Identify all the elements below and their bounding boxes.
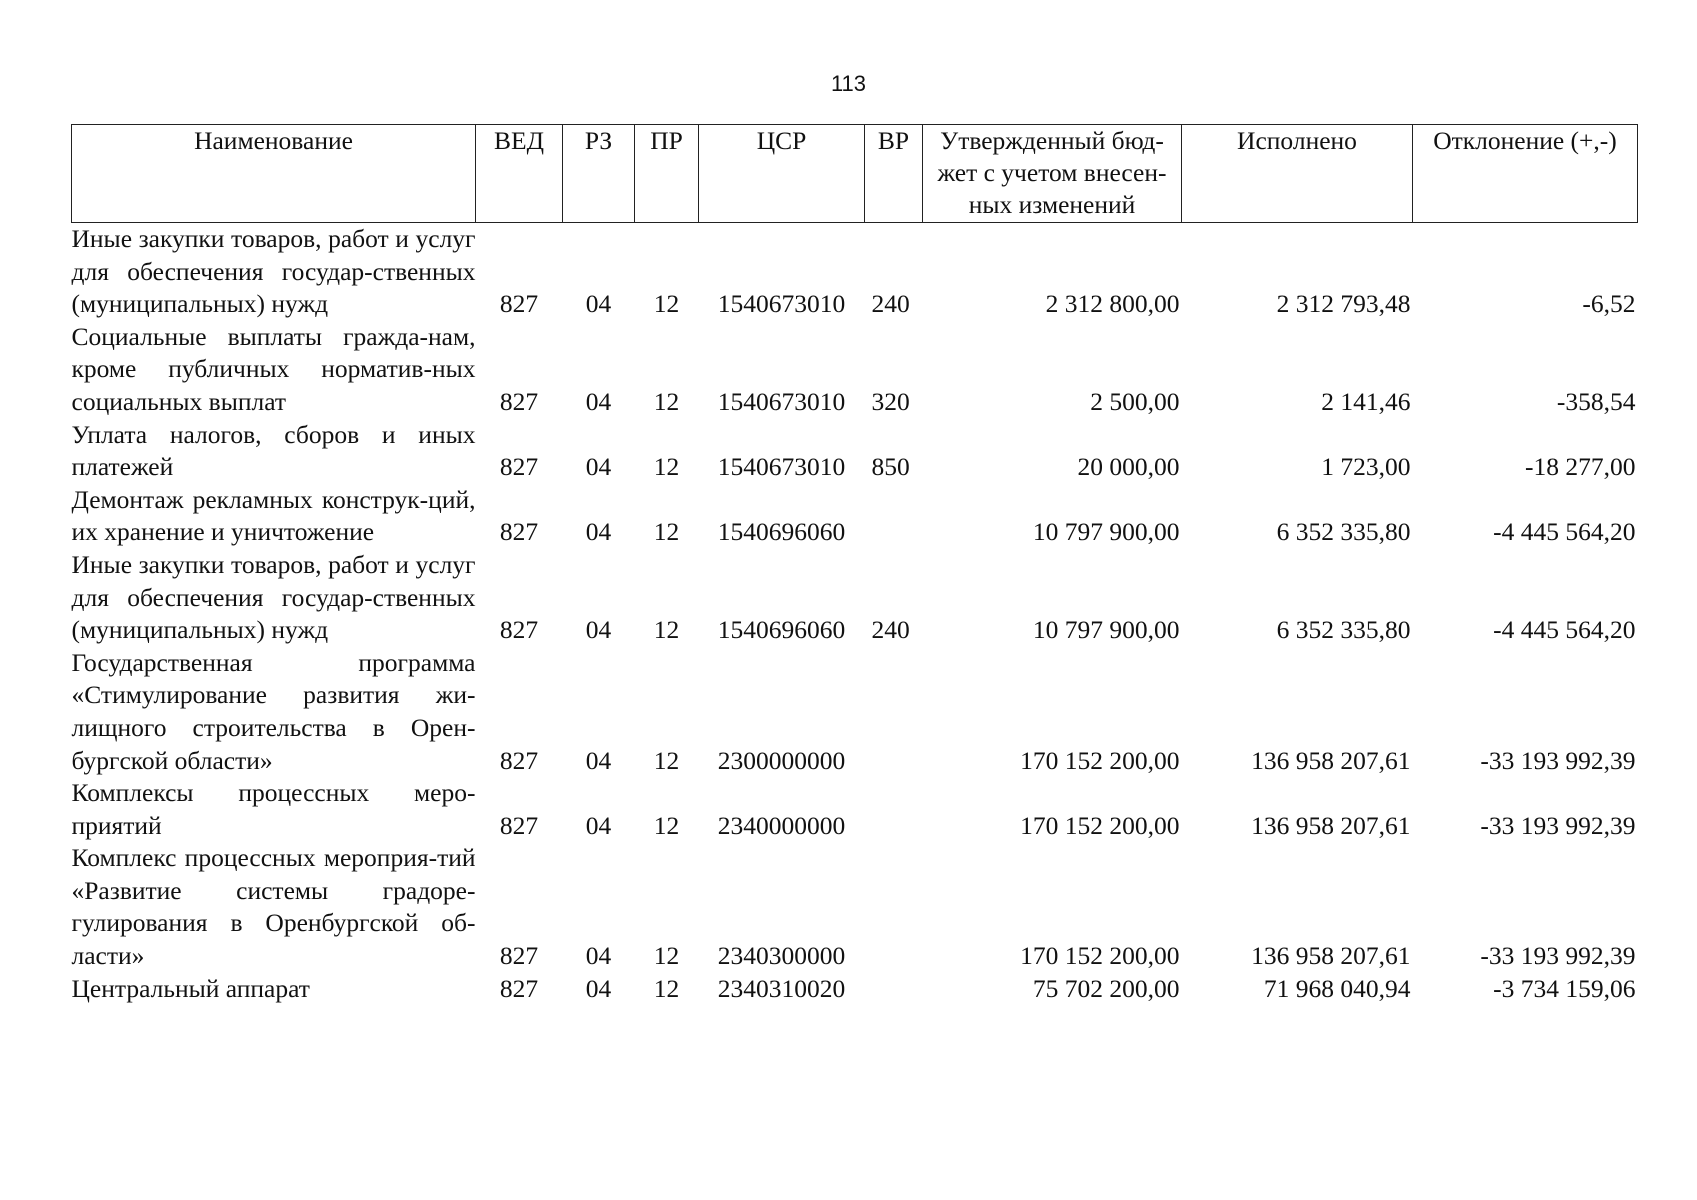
row-deviation: -358,54	[1556, 386, 1636, 416]
row-deviation: -6,52	[1582, 289, 1636, 319]
table-row	[72, 973, 1638, 1006]
header-rz: РЗ	[563, 125, 635, 223]
row-pr: 12	[653, 517, 680, 547]
row-csr: 1540673010	[717, 452, 846, 482]
row-deviation: -33 193 992,39	[1480, 810, 1636, 840]
row-name: Центральный аппарат	[71, 973, 310, 1003]
table-row	[72, 549, 1638, 647]
row-ved: 827	[499, 810, 539, 840]
row-deviation: -4 445 564,20	[1493, 517, 1636, 547]
table-body	[72, 223, 1638, 1006]
row-rz: 04	[585, 386, 612, 416]
row-rz: 04	[585, 973, 612, 1003]
row-approved-budget: 10 797 900,00	[1032, 615, 1180, 645]
row-deviation: -18 277,00	[1525, 452, 1636, 482]
row-rz: 04	[585, 941, 612, 971]
row-pr: 12	[653, 745, 680, 775]
row-ved: 827	[499, 973, 539, 1003]
header-pr: ПР	[635, 125, 699, 223]
row-executed: 2 141,46	[1321, 386, 1411, 416]
row-csr: 2300000000	[717, 745, 846, 775]
row-name: Иные закупки товаров, работ и услуг для обеспечения государ-​ственных (муниципальных) нужд	[71, 549, 476, 645]
table-row	[72, 842, 1638, 972]
row-executed: 71 968 040,94	[1263, 973, 1411, 1003]
row-vr: 240	[871, 289, 910, 319]
row-pr: 12	[653, 452, 680, 482]
row-ved: 827	[499, 941, 539, 971]
row-executed: 2 312 793,48	[1276, 289, 1411, 319]
row-name: Социальные выплаты гражда-​нам, кроме публичных норматив-​ных социальных выплат	[71, 321, 476, 416]
row-rz: 04	[585, 615, 612, 645]
row-name: Уплата налогов, сборов и иных платежей	[71, 419, 476, 482]
row-approved-budget: 170 152 200,00	[1020, 810, 1180, 840]
row-csr: 1540673010	[717, 386, 846, 416]
row-name: Комплексы процессных меро-​приятий	[71, 778, 476, 840]
header-approved-budget: Утвержденный бюд-​жет с учетом внесен-​ных изменений	[923, 125, 1182, 223]
row-approved-budget: 170 152 200,00	[1020, 941, 1180, 971]
header-vr: ВР	[865, 125, 923, 223]
row-vr	[865, 973, 923, 1006]
row-rz: 04	[585, 289, 612, 319]
row-pr: 12	[653, 289, 680, 319]
row-executed: 6 352 335,80	[1276, 615, 1411, 645]
row-pr: 12	[653, 386, 680, 416]
row-approved-budget: 75 702 200,00	[1032, 973, 1180, 1003]
row-approved-budget: 20 000,00	[1077, 452, 1180, 482]
row-deviation: -33 193 992,39	[1480, 745, 1636, 775]
row-approved-budget: 10 797 900,00	[1032, 517, 1180, 547]
row-ved: 827	[499, 452, 539, 482]
row-csr: 1540696060	[717, 615, 846, 645]
row-vr	[865, 647, 923, 777]
row-name: Государственная программа «Стимулирование развития жи-​лищного строительства в Орен-​бургской области»	[71, 647, 476, 775]
table-row	[72, 484, 1638, 549]
row-csr: 2340000000	[717, 810, 846, 840]
row-vr: 240	[871, 615, 910, 645]
row-csr: 1540696060	[717, 517, 846, 547]
row-csr: 2340310020	[717, 973, 846, 1003]
header-name: Наименование	[72, 125, 476, 223]
row-rz: 04	[585, 745, 612, 775]
row-name: Иные закупки товаров, работ и услуг для обеспечения государ-​ственных (муниципальных) нужд	[71, 224, 476, 319]
table-header-row	[72, 125, 1638, 223]
row-pr: 12	[653, 810, 680, 840]
row-pr: 12	[653, 615, 680, 645]
row-vr	[865, 777, 923, 842]
row-deviation: -3 734 159,06	[1493, 973, 1636, 1003]
row-ved: 827	[499, 386, 539, 416]
row-ved: 827	[499, 289, 539, 319]
row-csr: 1540673010	[717, 289, 846, 319]
header-executed: Исполнено	[1182, 125, 1413, 223]
header-ved: ВЕД	[476, 125, 563, 223]
row-executed: 6 352 335,80	[1276, 517, 1411, 547]
page-number: 113	[830, 71, 867, 96]
row-csr: 2340300000	[717, 941, 846, 971]
table-row	[72, 419, 1638, 484]
row-rz: 04	[585, 517, 612, 547]
row-vr: 850	[871, 452, 910, 482]
row-ved: 827	[499, 517, 539, 547]
table-row	[72, 321, 1638, 419]
row-deviation: -33 193 992,39	[1480, 941, 1636, 971]
row-rz: 04	[585, 810, 612, 840]
row-ved: 827	[499, 615, 539, 645]
row-executed: 136 958 207,61	[1251, 941, 1411, 971]
row-approved-budget: 170 152 200,00	[1020, 745, 1180, 775]
row-executed: 136 958 207,61	[1251, 810, 1411, 840]
row-executed: 136 958 207,61	[1251, 745, 1411, 775]
row-vr	[865, 842, 923, 972]
row-deviation: -4 445 564,20	[1493, 615, 1636, 645]
header-deviation: Отклонение (+,-)	[1413, 125, 1638, 223]
row-vr: 320	[871, 386, 910, 416]
row-vr	[865, 484, 923, 549]
row-ved: 827	[499, 745, 539, 775]
header-csr: ЦСР	[699, 125, 865, 223]
table-row	[72, 777, 1638, 842]
table-row	[72, 223, 1638, 321]
row-name: Демонтаж рекламных конструк-​ций, их хранение и уничтожение	[71, 484, 476, 547]
row-approved-budget: 2 312 800,00	[1045, 289, 1180, 319]
row-pr: 12	[653, 973, 680, 1003]
row-name: Комплекс процессных мероприя-​тий «Развитие системы градоре-​гулирования в Оренбургской об-​ласти»	[71, 843, 476, 971]
row-pr: 12	[653, 941, 680, 971]
row-executed: 1 723,00	[1321, 452, 1411, 482]
row-rz: 04	[585, 452, 612, 482]
row-approved-budget: 2 500,00	[1090, 386, 1180, 416]
budget-execution-table	[71, 124, 1638, 1005]
table-row	[72, 647, 1638, 777]
